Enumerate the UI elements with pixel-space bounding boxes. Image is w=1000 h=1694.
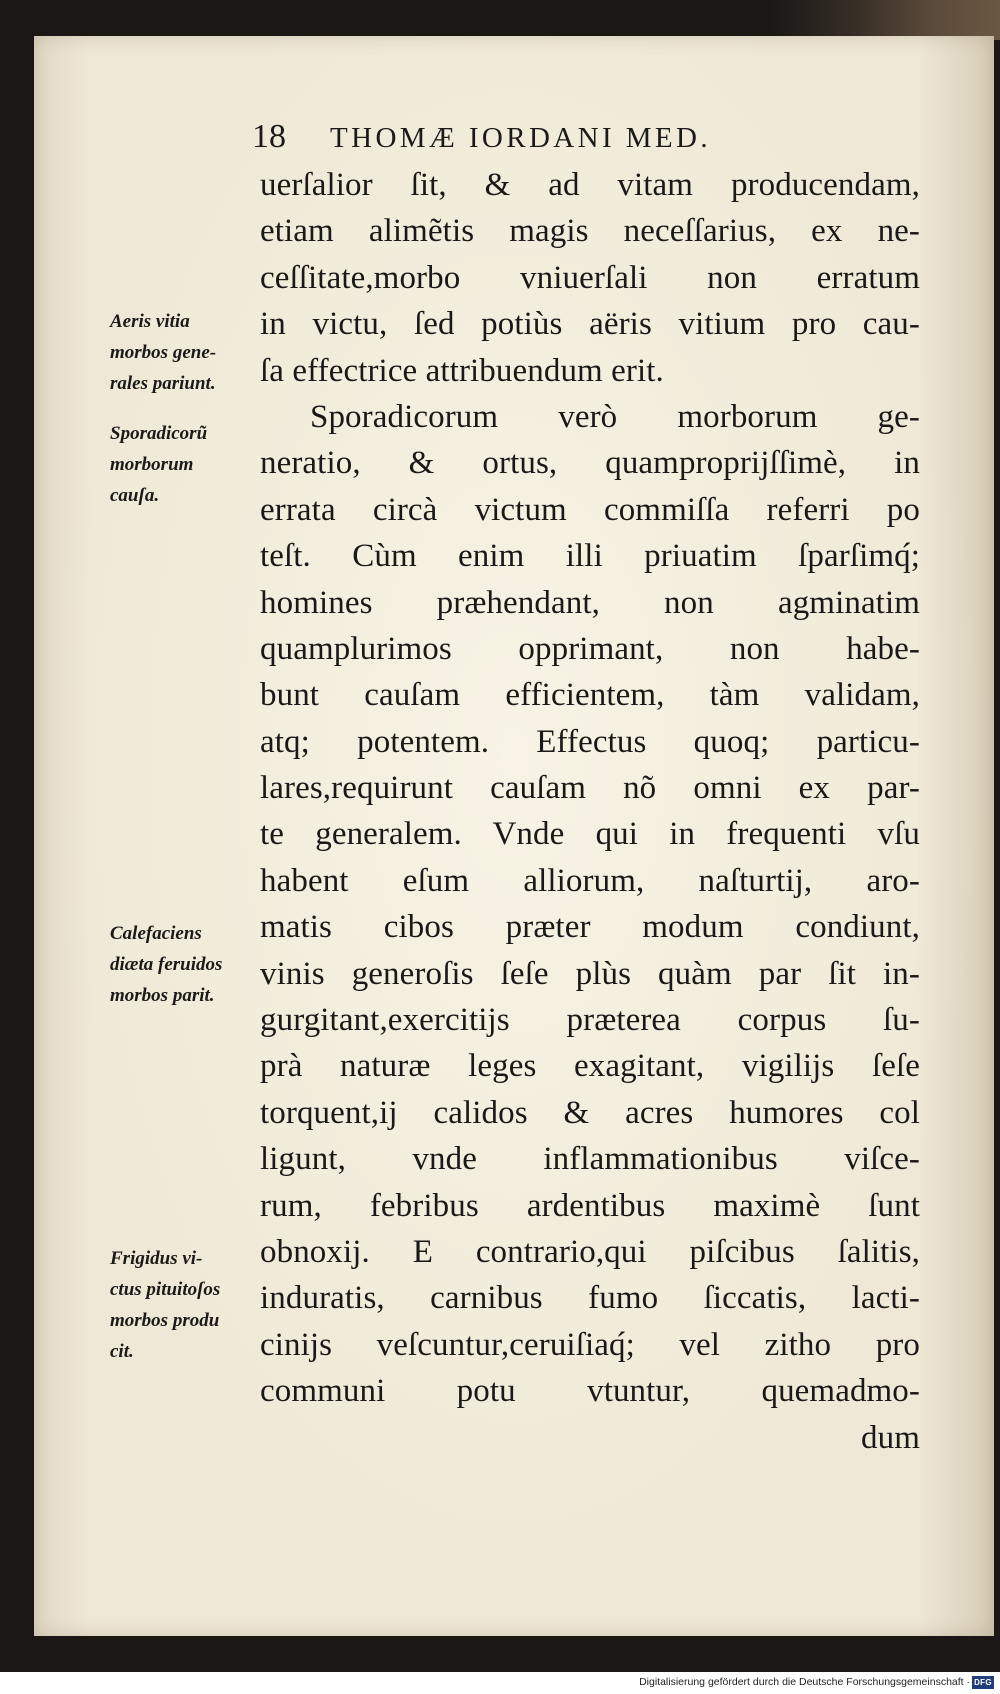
text-line: vinis generoſis ſeſe plùs quàm par ſit in- (260, 955, 920, 992)
margin-note-line: Aeris vitia (110, 311, 190, 332)
text-line: te generalem. Vnde qui in frequenti vſu (260, 816, 920, 853)
dfg-logo: DFG (972, 1676, 994, 1689)
margin-note-line: morbos parit. (110, 985, 215, 1006)
text-line: induratis, carnibus fumo ſiccatis, lacti- (260, 1280, 920, 1317)
text-line: rum, febribus ardentibus maximè ſunt (260, 1187, 920, 1224)
text-line: obnoxij. E contrario,qui piſcibus ſalitis, (260, 1233, 920, 1270)
text-line: teſt. Cùm enim illi priuatim ſparſimq́; (260, 538, 920, 575)
margin-note-line: morbos gene- (110, 342, 217, 363)
margin-note-line: Calefaciens (110, 923, 202, 944)
text-line: atq; potentem. Effectus quoq; particu- (260, 723, 920, 760)
margin-note (110, 418, 260, 511)
catchword: dum (861, 1419, 920, 1456)
margin-note (110, 306, 260, 399)
margin-note-line: diæta feruidos (110, 954, 223, 975)
margin-note-line: cit. (110, 1341, 134, 1362)
text-line: lares,requirunt cauſam nõ omni ex par- (260, 770, 920, 807)
text-line: in victu, ſed potiùs aëris vitium pro cau- (260, 306, 920, 343)
main-text (260, 162, 920, 1461)
margin-note (110, 1243, 260, 1367)
margin-note-line: rales pariunt. (110, 373, 216, 394)
text-line: ligunt, vnde inflammationibus viſce- (260, 1141, 920, 1178)
text-line: gurgitant,exercitijs præterea corpus ſu- (260, 1002, 920, 1039)
margin-note-line: ctus pituitoſos (110, 1279, 221, 1300)
text-line: quamplurimos opprimant, non habe- (260, 630, 920, 667)
text-line: uerſalior ſit, & ad vitam producendam, (260, 167, 920, 203)
margin-note-line: cauſa. (110, 485, 160, 506)
text-line: ceſſitate,morbo vniuerſali non erratum (260, 259, 920, 296)
text-line: ſa effectrice attribuendum erit. (260, 352, 664, 389)
text-line: Sporadicorum verò morborum ge- (310, 398, 920, 435)
text-line: bunt cauſam efficientem, tàm validam, (260, 677, 920, 714)
page-number: 18 (252, 118, 286, 155)
running-title: THOMÆ IORDANI MED. (330, 122, 711, 154)
text-line: prà naturæ leges exagitant, vigilijs ſeſe (260, 1048, 920, 1085)
margin-note-line: morborum (110, 454, 194, 475)
margin-note (110, 918, 260, 1011)
text-line: homines præhendant, non agminatim (260, 584, 920, 621)
text-line: neratio, & ortus, quamproprijſſimè, in (260, 445, 920, 482)
text-line: errata circà victum commiſſa referri po (260, 491, 920, 528)
page-header (252, 117, 832, 157)
margin-note-line: Sporadicorũ (110, 423, 208, 444)
text-line: habent eſum alliorum, naſturtij, aro- (260, 862, 920, 899)
text-line: etiam alimẽtis magis neceſſarius, ex ne- (260, 213, 920, 250)
footer-bar (0, 1672, 1000, 1694)
text-line: communi potu vtuntur, quemadmo- (260, 1373, 920, 1410)
text-line: torquent,ij calidos & acres humores col (260, 1094, 920, 1131)
text-line: matis cibos præter modum condiunt, (260, 909, 920, 946)
margin-note-line: morbos produ (110, 1310, 220, 1331)
text-line: cinijs veſcuntur,ceruiſiaq́; vel zitho pro (260, 1326, 920, 1363)
margin-note-line: Frigidus vi- (110, 1248, 203, 1269)
digitization-credit: Digitalisierung gefördert durch die Deutsche Forschungsgemeinschaft · (639, 1676, 970, 1688)
book-spine (770, 0, 1000, 40)
